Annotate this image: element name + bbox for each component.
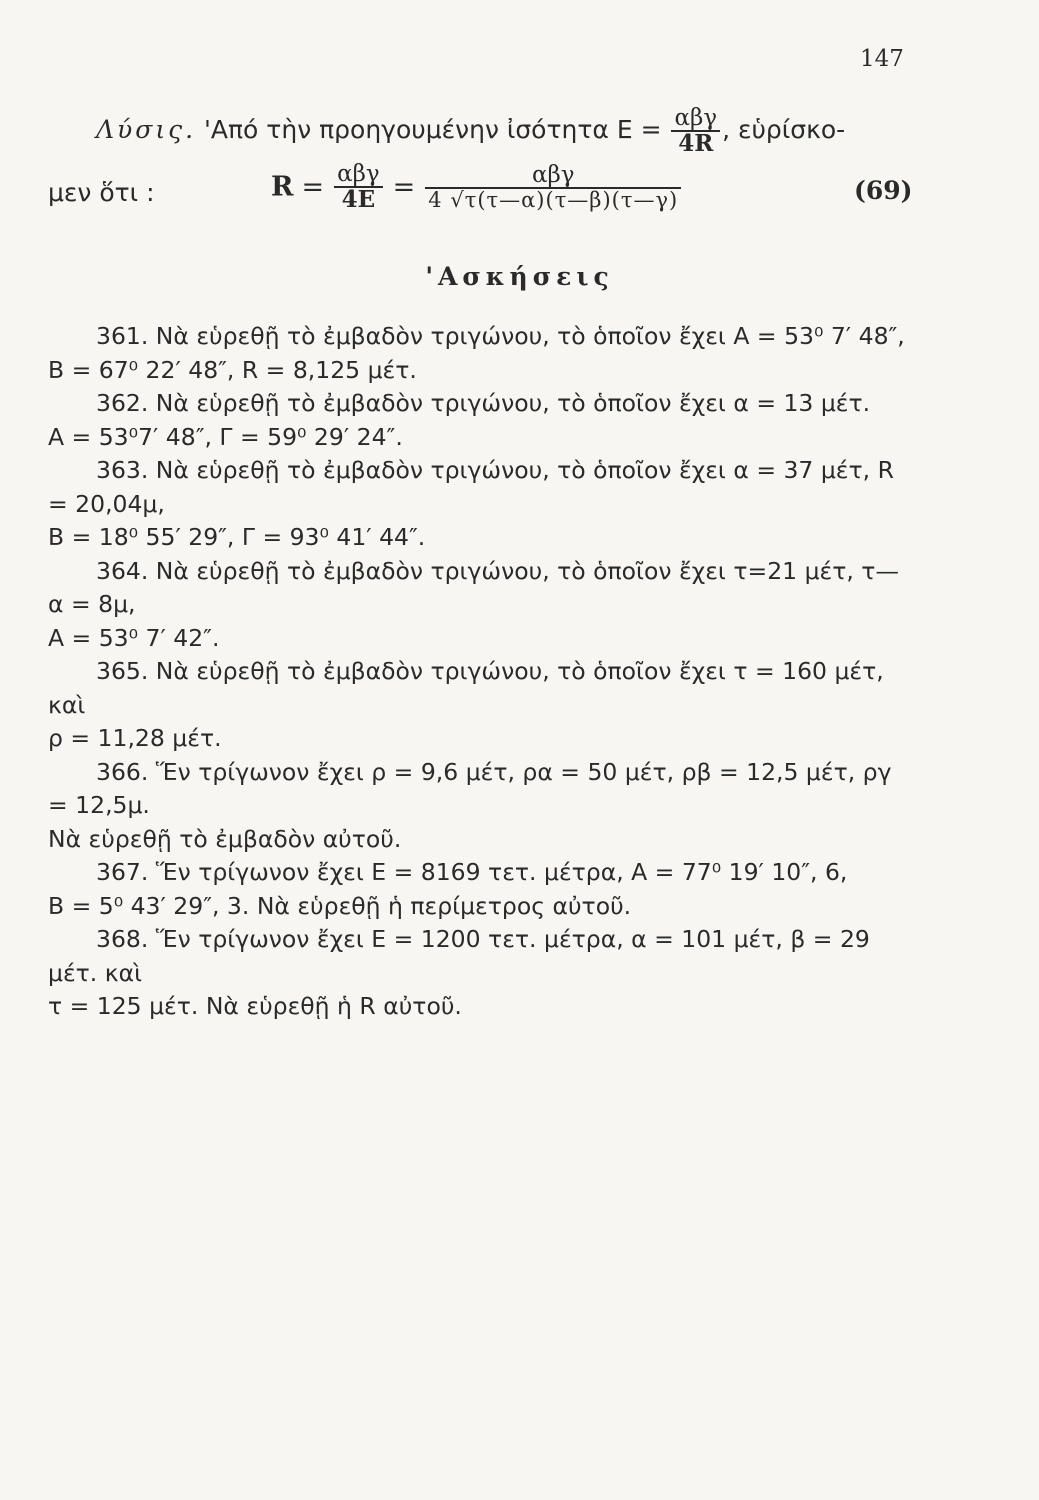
exercise-line: 362. Νὰ εὑρεθῇ τὸ ἐμβαδὸν τριγώνου, τὸ ὁποῖον ἔχει α = 13 μέτ. xyxy=(96,389,871,417)
formula-body xyxy=(271,162,683,212)
section-heading: 'Ασκήσεις xyxy=(425,262,614,291)
area-fraction xyxy=(671,106,720,156)
exercise-item xyxy=(48,655,908,756)
formula-prefix: μεν ὅτι : xyxy=(48,178,155,207)
exercise-line: 367. Ἕν τρίγωνον ἔχει Ε = 8169 τετ. μέτρα, Α = 77⁰ 19′ 10″, 6, xyxy=(96,858,848,886)
exercise-item xyxy=(48,454,908,555)
exercise-line: Α = 53⁰ 7′ 42″. xyxy=(48,623,220,652)
solution-text: 'Από τὴν προηγουμένην ἰσότητα Ε = xyxy=(204,115,662,145)
exercise-line: Β = 67⁰ 22′ 48″, R = 8,125 μέτ. xyxy=(48,355,417,384)
exercise-line: 361. Νὰ εὑρεθῇ τὸ ἐμβαδὸν τριγώνου, τὸ ὁποῖον ἔχει Α = 53⁰ 7′ 48″, xyxy=(96,322,905,350)
equals-sign: = xyxy=(301,171,325,203)
exercise-item xyxy=(48,320,908,387)
circumradius-formula xyxy=(48,162,918,232)
exercise-item xyxy=(48,555,908,656)
fraction-denominator: 4R xyxy=(678,130,714,158)
fraction-numerator: αβγ xyxy=(671,106,720,132)
solution-label: Λύσις. xyxy=(96,115,197,145)
exercise-line: 364. Νὰ εὑρεθῇ τὸ ἐμβαδὸν τριγώνου, τὸ ὁποῖον ἔχει τ=21 μέτ, τ— α = 8μ, xyxy=(48,556,899,618)
fraction-denominator: 4E xyxy=(341,186,376,214)
fraction-numerator: αβγ xyxy=(334,162,383,188)
exercise-line: 368. Ἕν τρίγωνον ἔχει Ε = 1200 τετ. μέτρα, α = 101 μέτ, β = 29 μέτ. καὶ xyxy=(48,925,870,987)
solution-text-end: , εὑρίσκο- xyxy=(722,115,846,145)
exercise-line: 366. Ἕν τρίγωνον ἔχει ρ = 9,6 μέτ, ρα = 50 μέτ, ρβ = 12,5 μέτ, ργ = 12,5μ. xyxy=(48,757,892,819)
fraction-numerator: αβγ xyxy=(425,163,681,189)
exercise-line: Β = 5⁰ 43′ 29″, 3. Νὰ εὑρεθῇ ἡ περίμετρος αὐτοῦ. xyxy=(48,891,632,920)
exercise-line: 363. Νὰ εὑρεθῇ τὸ ἐμβαδὸν τριγώνου, τὸ ὁποῖον ἔχει α = 37 μέτ, R = 20,04μ, xyxy=(48,456,894,518)
formula-fraction-2 xyxy=(425,163,681,211)
equals-sign: = xyxy=(392,171,416,203)
exercise-line: τ = 125 μέτ. Νὰ εὑρεθῇ ἡ R αὐτοῦ. xyxy=(48,992,462,1020)
exercise-list xyxy=(48,320,908,1024)
exercise-line: Α = 53⁰7′ 48″, Γ = 59⁰ 29′ 24″. xyxy=(48,422,403,451)
solution-paragraph xyxy=(96,106,845,156)
page-number: 147 xyxy=(860,46,904,72)
exercise-line: Β = 18⁰ 55′ 29″, Γ = 93⁰ 41′ 44″. xyxy=(48,523,426,551)
exercise-item xyxy=(48,923,908,1024)
exercise-item xyxy=(48,387,908,454)
exercise-line: Νὰ εὑρεθῇ τὸ ἐμβαδὸν αὐτοῦ. xyxy=(48,824,402,853)
formula-fraction-1 xyxy=(334,162,383,212)
exercise-item xyxy=(48,756,908,857)
fraction-denominator: 4 √τ(τ—α)(τ—β)(τ—γ) xyxy=(428,188,679,213)
formula-lhs: R xyxy=(271,171,294,203)
exercise-line: 365. Νὰ εὑρεθῇ τὸ ἐμβαδὸν τριγώνου, τὸ ὁποῖον ἔχει τ = 160 μέτ, καὶ xyxy=(48,657,884,719)
exercise-line: ρ = 11,28 μέτ. xyxy=(48,724,222,752)
equation-number: (69) xyxy=(854,176,913,205)
exercise-item xyxy=(48,856,908,923)
